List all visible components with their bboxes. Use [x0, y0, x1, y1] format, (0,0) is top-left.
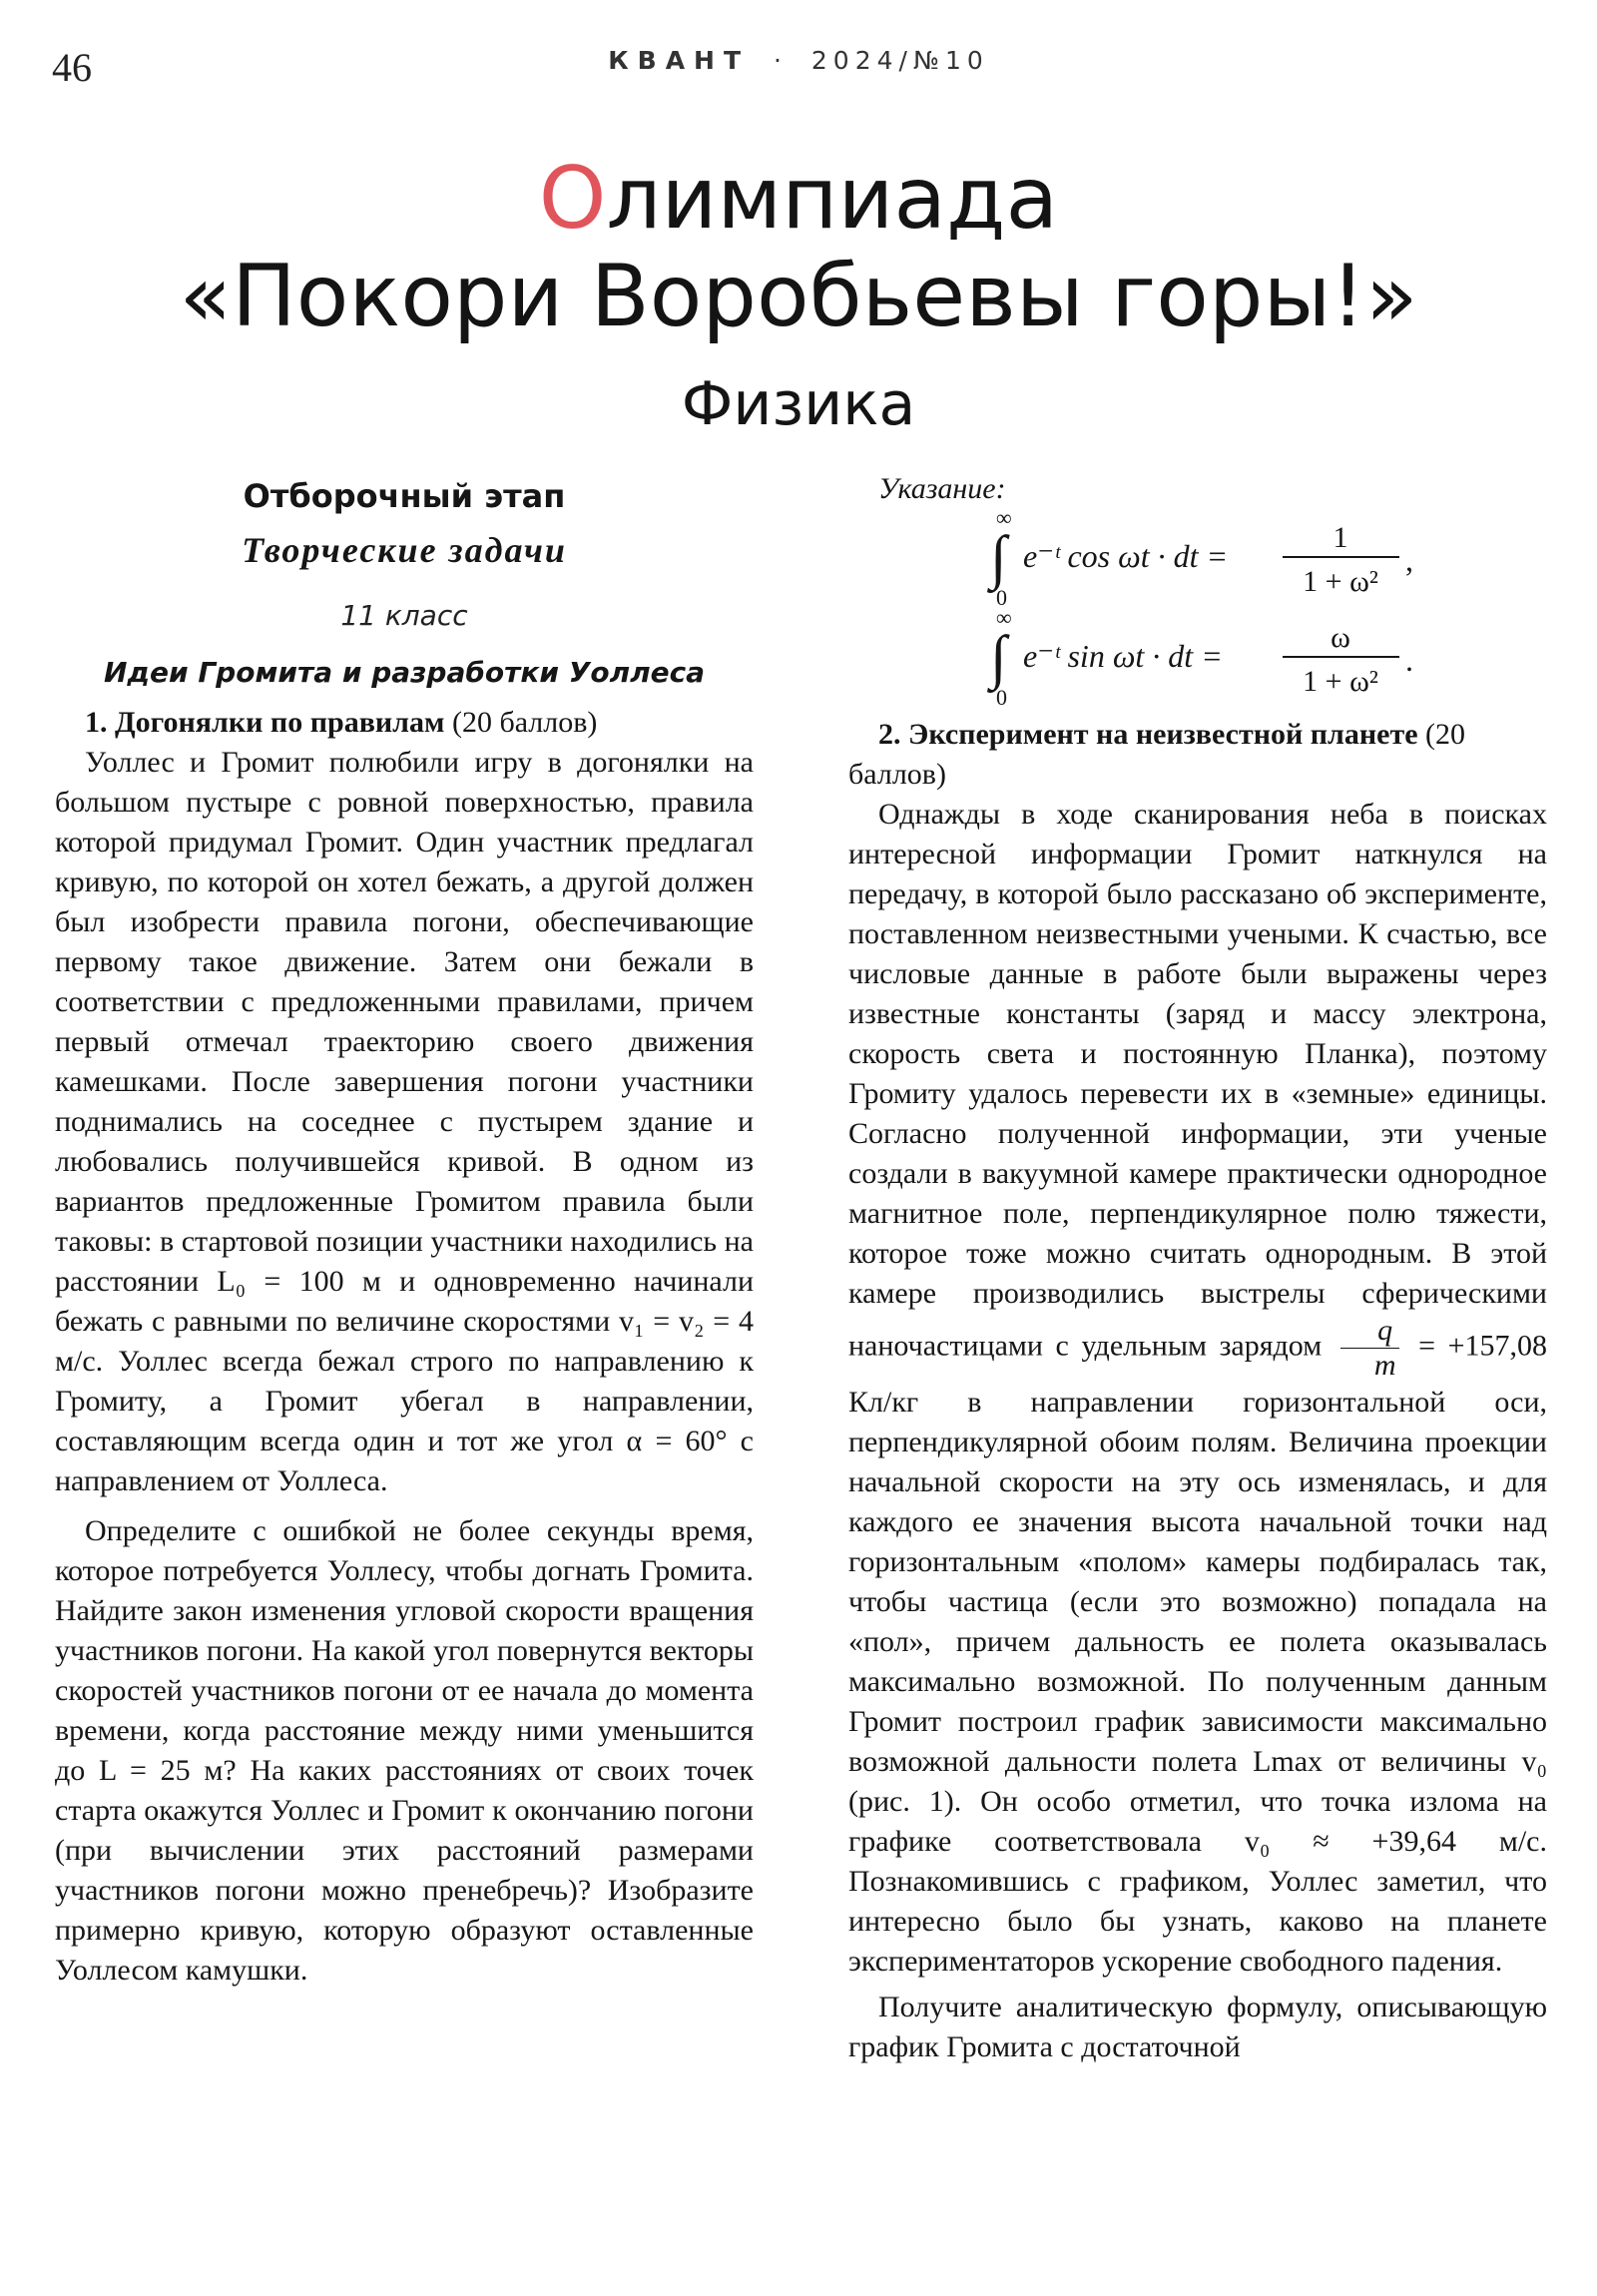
- title-line-2: «Покори Воробьевы горы!»: [179, 247, 1418, 346]
- running-head: [0, 46, 1597, 75]
- creative-heading: Творческие задачи: [242, 530, 567, 570]
- integral-1-lower-limit: 0: [996, 585, 1007, 609]
- page-number: 46: [52, 45, 92, 90]
- integral-1-denominator: 1 + ω²: [1303, 565, 1378, 598]
- integral-formula-cos: [938, 509, 1457, 609]
- grade-heading: 11 класс: [340, 599, 468, 632]
- title-line-1: [0, 150, 1597, 248]
- problem-1-points: (20 баллов): [451, 706, 598, 739]
- title-drop-letter: О: [538, 149, 607, 249]
- integral-2-upper-limit: ∞: [996, 609, 1012, 630]
- integral-2-integrand: e⁻ᵗ sin ωt · dt =: [1023, 638, 1223, 674]
- integral-2-denominator: 1 + ω²: [1303, 665, 1378, 698]
- problem-2-paragraph-2: Получите аналитическую формулу, описывающую график Громита с достаточной: [848, 1991, 1547, 2063]
- running-head-separator: ·: [774, 46, 788, 75]
- problem-1-name: 1. Догонялки по правилам: [85, 706, 445, 739]
- integral-2-sign: ∫: [990, 624, 1007, 690]
- integral-2-numerator: ω: [1331, 621, 1350, 654]
- issue-number: 2024/№10: [810, 46, 989, 75]
- integral-2-end-punct: .: [1405, 642, 1413, 678]
- specific-charge-fraction: [1340, 1314, 1400, 1383]
- journal-name: КВАНТ: [608, 46, 751, 75]
- integral-2-lower-limit: 0: [996, 685, 1007, 709]
- article-title: [0, 150, 1597, 345]
- charge-numerator: q: [1340, 1314, 1400, 1349]
- integral-1-end-punct: ,: [1405, 542, 1413, 578]
- problem-2-paragraph-1-a: Однажды в ходе сканирования неба в поисках интересной информации Громит наткнулся на передачу, в которой было рассказано об эксперименте, поставленном неизвестными учеными. К счастью, все числовые данные в работе были выражены через известные константы (заряд и массу электрона, скорость света и постоянную Планка), поэтому Громиту удалось перевести их в «земные» единицы. Согласно полученной информации, эти ученые создали в вакуумной камере практически однородное магнитное поле, перпендикулярное полю тяжести, которое тоже можно считать однородным. В этой камере производились выстрелы сферическими наночастицами с удельным зарядом: [848, 798, 1547, 1363]
- integral-1-sign: ∫: [990, 524, 1007, 590]
- problem-2-name: 2. Эксперимент на неизвестной планете: [878, 718, 1418, 751]
- title-line-1-rest: лимпиада: [606, 149, 1059, 249]
- problem-2-paragraph-1-b: = +157,08 Кл/кг в направлении горизонтальной оси, перпендикулярной обоим полям. Величина проекции начальной скорости на эту ось изменялась, и для каждого ее значения высота начальной точки над горизонтальным «полом» камеры подбиралась так, чтобы частица (если это возможно) попадала на «пол», причем дальность ее полета оказывалась максимально возможной. По полученным данным Громит построил график зависимости максимально возможной дальности полета Lmax от величины v₀ (рис. 1). Он особо отметил, что точка излома на графике соответствовала v₀ ≈ +39,64 м/с. Познакомившись с графиком, Уоллес заметил, что интересно было бы узнать, каково на планете экспериментаторов ускорение свободного падения.: [848, 1329, 1548, 1978]
- integral-formula-sin: [938, 609, 1457, 709]
- problem-2-points: (20 баллов): [848, 718, 1466, 791]
- problem-1-title: [55, 703, 754, 743]
- integral-1-numerator: 1: [1332, 521, 1348, 554]
- right-column: [848, 469, 1547, 2067]
- stage-heading: Отборочный этап: [243, 477, 566, 515]
- problem-2-paragraph-1: [848, 795, 1547, 1982]
- problem-1-paragraph-2: Определите с ошибкой не более секунды время, которое потребуется Уоллесу, чтобы догнать Громита. Найдите закон изменения угловой скорости вращения участников погони. На какой угол повернутся векторы скоростей участников погони от ее начала до момента времени, когда расстояние между ними уменьшится до L = 25 м? На каких расстояниях от своих точек старта окажутся Уоллес и Громит к окончанию погони (при вычислении этих расстояний размерами участников погони можно пренебречь)? Изобразите примерно кривую, которую образуют оставленные Уоллесом камушки.: [55, 1514, 754, 1987]
- problem-2-title: [848, 715, 1547, 795]
- left-column: [55, 469, 754, 1991]
- integral-1-upper-limit: ∞: [996, 509, 1012, 530]
- hint-label: Указание:: [878, 472, 1006, 505]
- charge-denominator: m: [1373, 1349, 1396, 1382]
- theme-heading: Идеи Громита и разработки Уоллеса: [103, 656, 706, 689]
- integral-1-integrand: e⁻ᵗ cos ωt · dt =: [1023, 538, 1229, 574]
- problem-1-paragraph-1: Уоллес и Громит полюбили игру в догонялки на большом пустыре с ровной поверхностью, правила которой придумал Громит. Один участник предлагал кривую, по которой он хотел бежать, а другой должен был изобрести правила погони, обеспечивающие первому такое движение. Затем они бежали в соответствии с предложенными правилами, причем первый отмечал траекторию своего движения камешками. После завершения погони участники поднимались на соседнее с пустырем здание и любовались получившейся кривой. В одном из вариантов предложенные Громитом правила были таковы: в стартовой позиции участники находились на расстоянии L₀ = 100 м и одновременно начинали бежать с равными по величине скоростями v₁ = v₂ = 4 м/с. Уоллес всегда бежал строго по направлению к Громиту, а Громит убегал в направлении, составляющим всегда один и тот же угол α = 60° с направлением от Уоллеса.: [55, 746, 754, 1497]
- subject-heading: Физика: [681, 369, 916, 439]
